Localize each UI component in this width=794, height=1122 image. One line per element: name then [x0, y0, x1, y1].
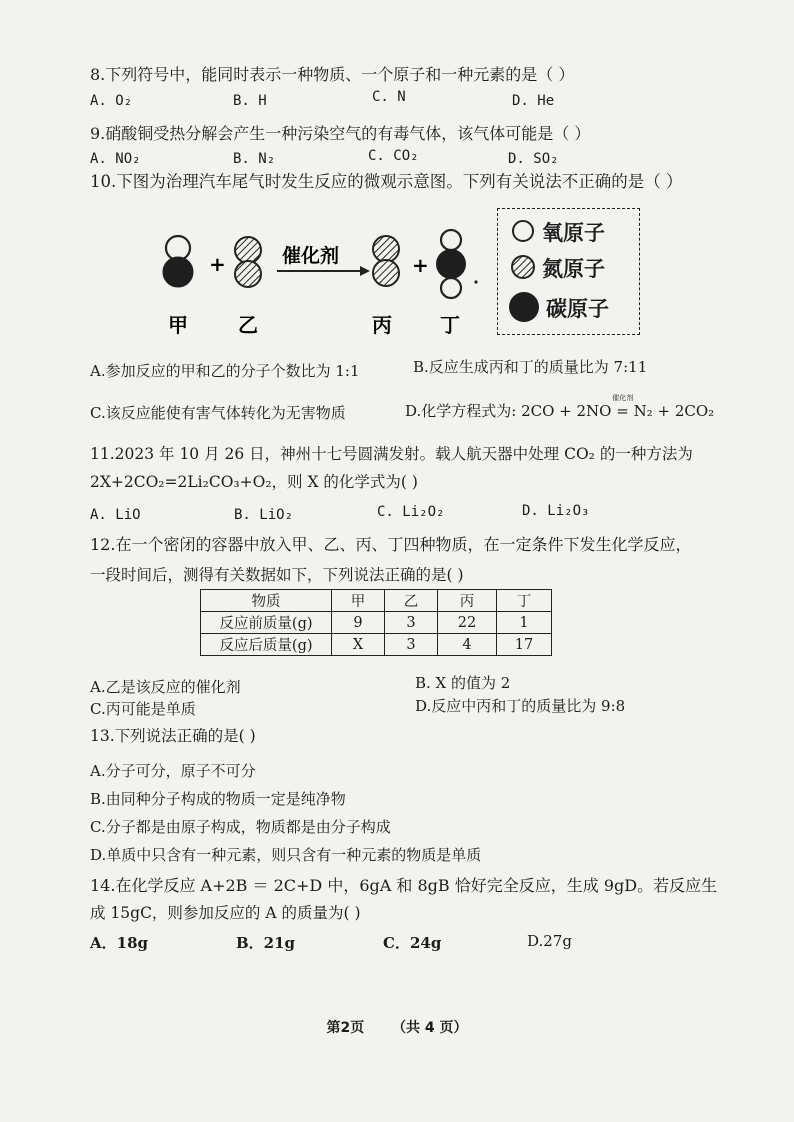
- oxygen-atom: [441, 278, 461, 298]
- atom-legend: [497, 208, 640, 335]
- label-jia: 甲: [168, 313, 188, 337]
- q10-d-condition: 催化剂: [612, 394, 634, 402]
- label-ding: 丁: [440, 313, 460, 337]
- table-cell: 3: [385, 612, 438, 634]
- q9-stem: 9.硝酸铜受热分解会产生一种污染空气的有毒气体，该气体可能是（ ）: [90, 124, 591, 143]
- q13-option-b: B.由同种分子构成的物质一定是纯净物: [90, 790, 346, 808]
- q12-line1: 12.在一个密闭的容器中放入甲、乙、丙、丁四种物质，在一定条件下发生化学反应，: [90, 535, 692, 554]
- q8-option-d: D. He: [512, 93, 555, 109]
- table-cell: 9: [332, 612, 385, 634]
- q14-option-a: A．18g: [90, 934, 149, 952]
- legend-nitrogen-label: 氮原子: [542, 257, 605, 281]
- legend-oxygen-label: 氧原子: [542, 221, 605, 245]
- table-header-cell: 丁: [497, 590, 552, 612]
- table-cell: X: [332, 634, 385, 656]
- legend-nitrogen-icon: [512, 256, 534, 278]
- nitrogen-atom: [373, 236, 399, 262]
- q11-option-b: B. LiO₂: [234, 507, 294, 523]
- table-cell: 22: [438, 612, 497, 634]
- q11-line2: 2X+2CO₂=2Li₂CO₃+O₂，则 X 的化学式为( ): [90, 473, 418, 491]
- table-cell: 反应后质量(g): [201, 634, 332, 656]
- plus-sign-1: +: [209, 252, 226, 276]
- table-cell: 17: [497, 634, 552, 656]
- q14-option-b: B．21g: [236, 934, 296, 952]
- q9-option-d: D. SO₂: [508, 151, 559, 167]
- table-cell: 4: [438, 634, 497, 656]
- molecule-ding: [436, 230, 466, 298]
- legend-oxygen-icon: [513, 221, 533, 241]
- q8-stem: 8.下列符号中，能同时表示一种物质、一个原子和一种元素的是（ ）: [90, 65, 575, 84]
- page-total: （共 4 页）: [392, 1020, 468, 1036]
- q11-option-d: D. Li₂O₃: [522, 503, 590, 519]
- q10-stem: 10.下图为治理汽车尾气时发生反应的微观示意图。下列有关说法不正确的是（ ）: [90, 172, 683, 191]
- molecule-yi: [235, 237, 261, 287]
- mass-data-table: [200, 589, 552, 656]
- nitrogen-atom: [235, 237, 261, 263]
- q9-option-a: A. NO₂: [90, 151, 141, 167]
- q8-option-a: A. O₂: [90, 93, 133, 109]
- q12-option-b: B. X 的值为 2: [415, 674, 511, 692]
- q12-option-c: C.丙可能是单质: [90, 700, 196, 718]
- q13-stem: 13.下列说法正确的是( ): [90, 727, 256, 745]
- q10-option-c: C.该反应能使有害气体转化为无害物质: [90, 404, 346, 422]
- arrow-head-icon: [360, 266, 370, 276]
- q9-option-c: C. CO₂: [368, 148, 419, 164]
- page-number: 第2页: [326, 1020, 365, 1036]
- q13-option-c: C.分子都是由原子构成，物质都是由分子构成: [90, 818, 391, 836]
- q13-option-a: A.分子可分，原子不可分: [90, 762, 256, 780]
- molecule-bing: [373, 236, 399, 286]
- q11-line1: 11.2023 年 10 月 26 日，神州十七号圆满发射。载人航天器中处理 CO₂ 的一种方法为: [90, 445, 693, 463]
- q12-line2: 一段时间后，测得有关数据如下，下列说法正确的是( ): [90, 566, 464, 584]
- q14-line2: 成 15gC，则参加反应的 A 的质量为( ): [90, 904, 361, 922]
- dot-mark: [474, 280, 477, 283]
- legend-carbon-label: 碳原子: [546, 297, 609, 321]
- q14-option-d: D.27g: [527, 932, 572, 950]
- table-cell: 反应前质量(g): [201, 612, 332, 634]
- label-bing: 丙: [372, 313, 392, 337]
- q10-d-suffix: N₂ + 2CO₂: [633, 402, 715, 420]
- q11-option-a: A. LiO: [90, 507, 141, 523]
- q12-option-d: D.反应中丙和丁的质量比为 9:8: [415, 697, 626, 715]
- q10-option-d: [405, 394, 715, 421]
- table-header-row: [201, 590, 552, 612]
- nitrogen-atom: [235, 261, 261, 287]
- carbon-atom: [163, 257, 193, 287]
- table-cell: 1: [497, 612, 552, 634]
- q9-option-b: B. N₂: [233, 151, 276, 167]
- carbon-atom: [436, 249, 466, 279]
- q10-d-equals: 催化剂 =: [612, 394, 634, 420]
- q10-option-a: A.参加反应的甲和乙的分子个数比为 1:1: [90, 362, 360, 380]
- table-header-cell: 甲: [332, 590, 385, 612]
- q11-option-c: C. Li₂O₂: [377, 504, 445, 520]
- table-header-cell: 丙: [438, 590, 497, 612]
- q10-d-prefix: D.化学方程式为: 2CO + 2NO: [405, 402, 612, 420]
- plus-sign-2: +: [412, 253, 429, 277]
- legend-carbon-icon: [509, 292, 539, 322]
- catalyst-label: 催化剂: [282, 245, 340, 267]
- reaction-diagram: [150, 222, 490, 342]
- q8-option-c: C. N: [372, 89, 406, 105]
- oxygen-atom: [441, 230, 461, 250]
- table-row: [201, 634, 552, 656]
- table-cell: 3: [385, 634, 438, 656]
- table-row: [201, 612, 552, 634]
- q14-option-c: C．24g: [383, 934, 442, 952]
- table-header-cell: 物质: [201, 590, 332, 612]
- page-footer: [0, 1017, 794, 1037]
- label-yi: 乙: [238, 313, 258, 337]
- table-header-cell: 乙: [385, 590, 438, 612]
- nitrogen-atom: [373, 260, 399, 286]
- q10-option-b: B.反应生成丙和丁的质量比为 7:11: [413, 358, 648, 376]
- molecule-jia: [163, 236, 193, 287]
- q13-option-d: D.单质中只含有一种元素，则只含有一种元素的物质是单质: [90, 846, 482, 864]
- q12-option-a: A.乙是该反应的催化剂: [90, 678, 241, 696]
- q8-option-b: B. H: [233, 93, 267, 109]
- q14-line1: 14.在化学反应 A+2B ＝ 2C+D 中，6gA 和 8gB 恰好完全反应，生成 9gD。若反应生: [90, 876, 718, 895]
- oxygen-atom: [166, 236, 190, 260]
